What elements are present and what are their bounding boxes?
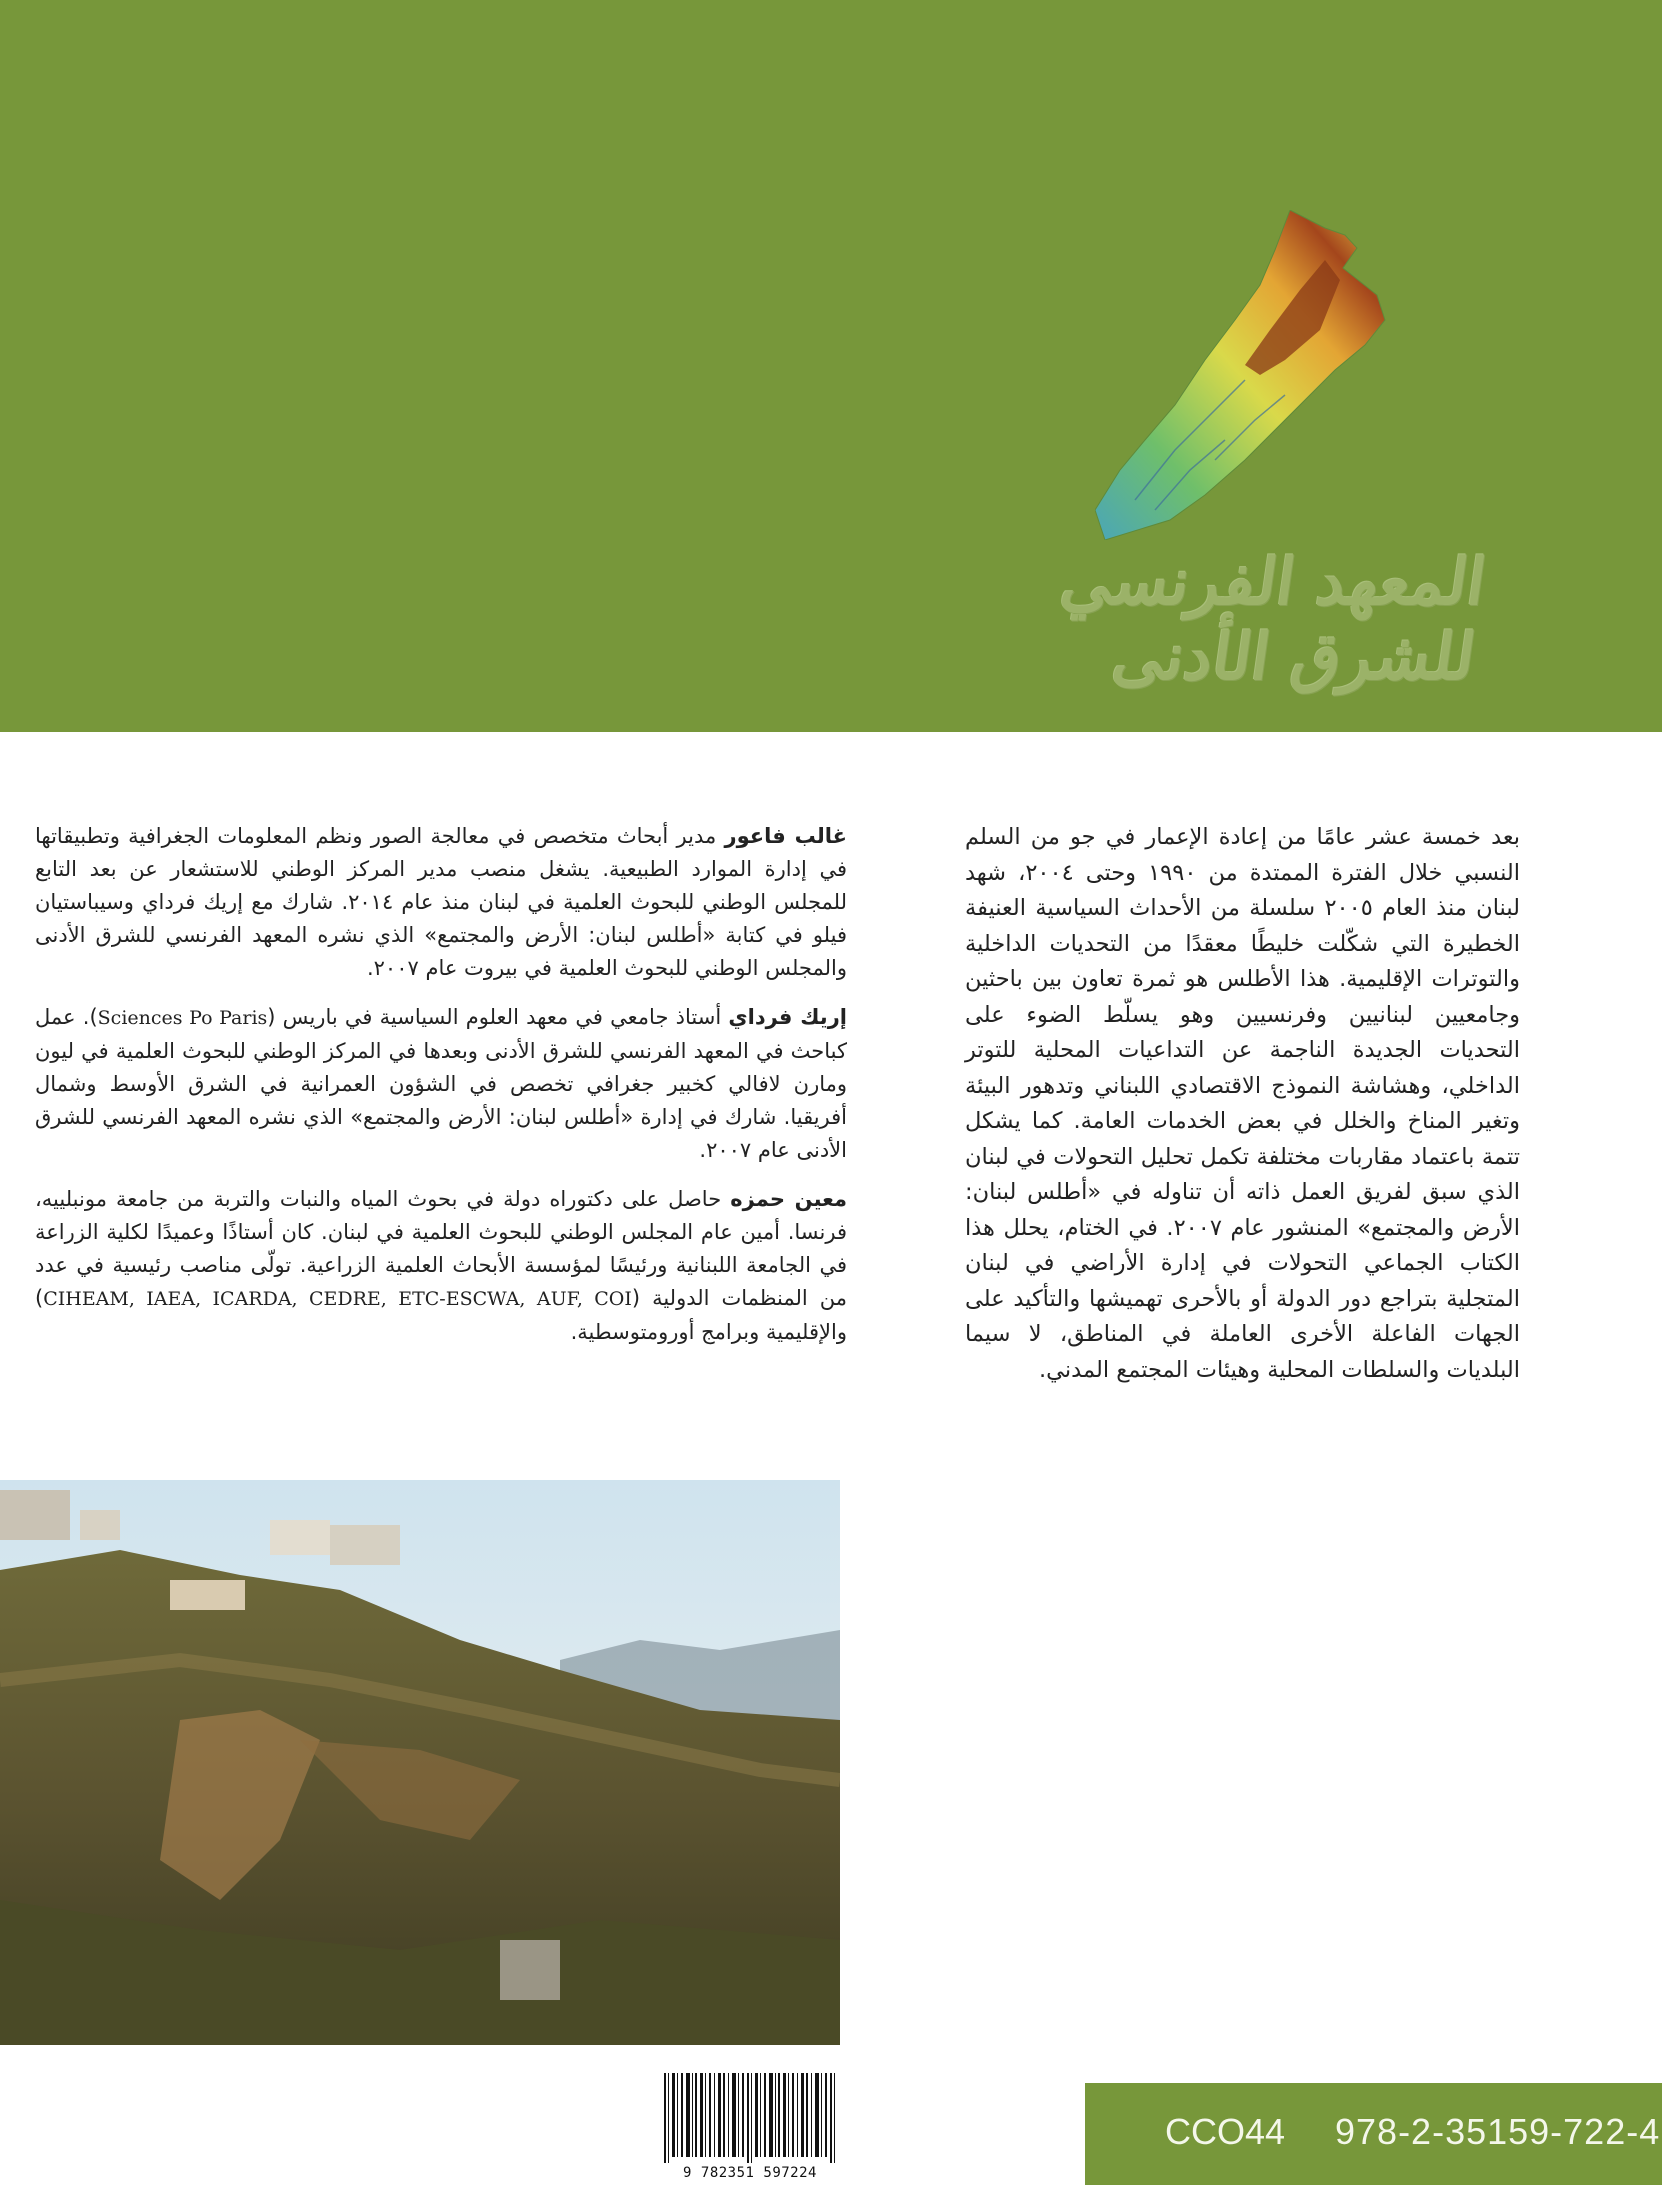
isbn-number: 978-2-35159-722-4 (1335, 2111, 1661, 2152)
author-bio-text: ). عمل كباحث في المعهد الفرنسي للشرق الأدنى وبعدها في المركز الوطني للبحوث العلمية في ليون ومارن لافالي كخبير جغرافي تخصص في الشؤون العمرانية في الشرق الأوسط وشمال أفريقيا. شارك في إدارة «أطلس لبنان: الأرض والمجتمع» الذي نشره المعهد الفرنسي للشرق الأدنى عام ٢٠٠٧. (35, 1005, 847, 1162)
description-paragraph: بعد خمسة عشر عامًا من إعادة الإعمار في جو من السلم النسبي خلال الفترة الممتدة من ١٩٩٠ وحتى ٢٠٠٤، شهد لبنان منذ العام ٢٠٠٥ سلسلة من الأحداث السياسية العنيفة الخطيرة التي شكّلت خليطًا معقدًا من التحديات الداخلية والتوترات الإقليمية. هذا الأطلس هو ثمرة تعاون بين باحثين وجامعيين لبنانيين وفرنسيين وهو يسلّط الضوء على التحديات الجديدة الناجمة عن التداعيات المحلية للتوتر الداخلي، وهشاشة النموذج الاقتصادي اللبناني وتدهور البيئة وتغير المناخ والخلل في بعض الخدمات العامة. كما يشكل تتمة باعتماد مقاربات مختلفة تكمل تحليل التحولات في لبنان الذي سبق لفريق العمل ذاته أن تناوله في «أطلس لبنان: الأرض والمجتمع» المنشور عام ٢٠٠٧. في الختام، يحلل هذا الكتاب الجماعي التحولات في إدارة الأراضي في لبنان المتجلية بتراجع دور الدولة أو بالأحرى تهميشها والتأكيد على الجهات الفاعلة الأخرى العاملة في المناطق، لا سيما البلديات والسلطات المحلية وهيئات المجتمع المدني. (965, 824, 1521, 1383)
author-name: معين حمزه (730, 1187, 848, 1211)
author-bio-verdeil (35, 1001, 847, 1167)
lebanon-map-image (1095, 210, 1395, 540)
footer-band (1085, 2083, 1662, 2185)
product-code: CCO44 (1165, 2111, 1286, 2152)
author-bio-latin: CIHEAM, IAEA, ICARDA, CEDRE, ETC-ESCWA, AUF, COI (43, 1288, 632, 1310)
cover-top-band (0, 0, 1662, 732)
author-bio-latin: Sciences Po Paris (97, 1007, 268, 1029)
author-bio-text: مدير أبحاث متخصص في معالجة الصور ونظم المعلومات الجغرافية وتطبيقاتها في إدارة الموارد الطبيعية. يشغل منصب مدير المركز الوطني للاستشعار عن بعد التابع للمجلس الوطني للبحوث العلمية في لبنان منذ عام ٢٠١٤. شارك مع إريك فرداي وسيباستيان فيلو في كتابة «أطلس لبنان: الأرض والمجتمع» الذي نشره المعهد الفرنسي للشرق الأدنى والمجلس الوطني للبحوث العلمية في بيروت عام ٢٠٠٧. (35, 824, 847, 980)
author-bio-text: ) والإقليمية وبرامج أورومتوسطية. (35, 1286, 847, 1344)
author-name: غالب فاعور (724, 824, 847, 848)
landscape-photo (0, 1480, 840, 2045)
author-bio-text: حاصل على دكتوراه دولة في بحوث المياه والنبات والتربة من جامعة مونبلييه، فرنسا. أمين عام المجلس الوطني للبحوث العلمية في لبنان. كان أستاذًا وعميدًا لكلية الزراعة في الجامعة اللبنانية ورئيسًا لمؤسسة الأبحاث العلمية الزراعية. تولّى مناصب رئيسية في عدد من المنظمات الدولية ( (35, 1187, 847, 1310)
authors-column (35, 820, 847, 1365)
barcode (660, 2073, 840, 2185)
description-column (965, 820, 1520, 1388)
barcode-digits: 9 782351 597224 (683, 2165, 817, 2181)
author-bio-fawour (35, 820, 847, 985)
author-bio-text: أستاذ جامعي في معهد العلوم السياسية في باريس ( (267, 1005, 729, 1029)
institute-logo: المعهد الفرنسي للشرق الأدنى (1056, 545, 1491, 695)
author-bio-hamze (35, 1183, 847, 1349)
barcode-bars (660, 2073, 840, 2163)
author-name: إريك فرداي (728, 1005, 847, 1029)
